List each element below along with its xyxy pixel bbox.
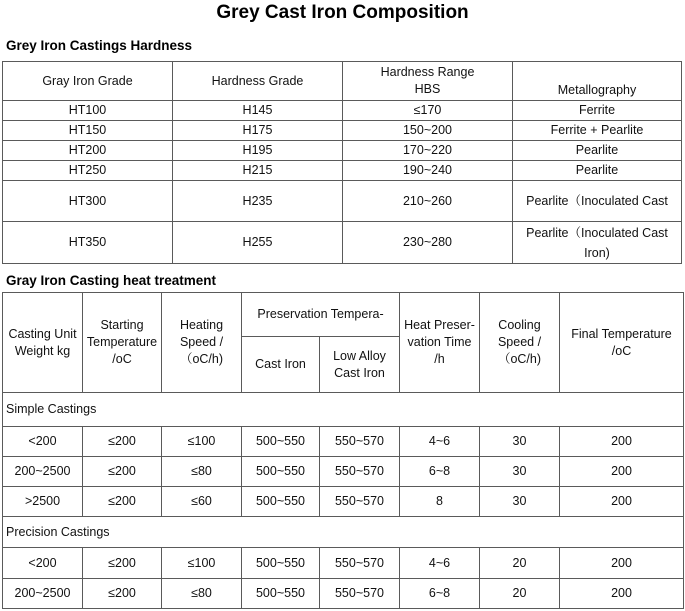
cell-starting-temp: ≤200: [83, 427, 162, 457]
cell-heat-time: 6~8: [400, 457, 480, 487]
group-row-simple-castings: [3, 393, 684, 427]
cell-grade: HT200: [3, 141, 173, 161]
cell-metallography: Pearlite: [513, 161, 682, 181]
table-row: [3, 457, 684, 487]
cell-weight: 200~2500: [3, 579, 83, 609]
header-low-alloy-cast-iron: Low Alloy Cast Iron: [320, 337, 400, 393]
table-row: [3, 121, 682, 141]
hardness-table: [2, 61, 682, 264]
hardness-section-title: Grey Iron Castings Hardness: [6, 38, 193, 53]
header-hardness-range-line2: HBS: [414, 82, 441, 96]
cell-hardness-grade: H145: [173, 101, 343, 121]
cell-metallography: Ferrite: [513, 101, 682, 121]
cell-weight: 200~2500: [3, 457, 83, 487]
table-row: [3, 101, 682, 121]
cell-low-alloy: 550~570: [320, 579, 400, 609]
cell-hardness-range: ≤170: [343, 101, 513, 121]
cell-hardness-range: 170~220: [343, 141, 513, 161]
cell-hardness-grade: H255: [173, 222, 343, 264]
table-row: [3, 579, 684, 609]
header-hardness-range-line1: Hardness Range: [380, 65, 475, 79]
header-hardness-grade: Hardness Grade: [173, 62, 343, 101]
cell-heating-speed: ≤80: [162, 579, 242, 609]
cell-low-alloy: 550~570: [320, 487, 400, 517]
header-final-temperature: Final Temperature /oC: [560, 293, 684, 393]
cell-hardness-grade: H215: [173, 161, 343, 181]
cell-hardness-range: 230~280: [343, 222, 513, 264]
cell-weight: <200: [3, 427, 83, 457]
cell-starting-temp: ≤200: [83, 487, 162, 517]
cell-cast-iron: 500~550: [242, 579, 320, 609]
header-casting-unit-weight: Casting Unit Weight kg: [3, 293, 83, 393]
cell-grade: HT300: [3, 181, 173, 222]
header-preservation-temperature: Preservation Tempera-: [242, 293, 400, 337]
cell-hardness-range: 150~200: [343, 121, 513, 141]
group-label: Precision Castings: [3, 517, 684, 548]
heat-treatment-table: [2, 292, 684, 609]
cell-cast-iron: 500~550: [242, 548, 320, 579]
table-row: [3, 161, 682, 181]
cell-grade: HT150: [3, 121, 173, 141]
cell-starting-temp: ≤200: [83, 579, 162, 609]
table-row: [3, 141, 682, 161]
cell-final-temp: 200: [560, 487, 684, 517]
header-heating-speed: Heating Speed /（oC/h): [162, 293, 242, 393]
cell-cooling-speed: 20: [480, 579, 560, 609]
cell-cast-iron: 500~550: [242, 427, 320, 457]
cell-final-temp: 200: [560, 457, 684, 487]
cell-cast-iron: 500~550: [242, 487, 320, 517]
cell-final-temp: 200: [560, 548, 684, 579]
cell-cooling-speed: 20: [480, 548, 560, 579]
header-starting-temperature: Starting Temperature /oC: [83, 293, 162, 393]
cell-metallography: Pearlite（Inoculated Cast Iron): [513, 222, 682, 264]
cell-final-temp: 200: [560, 579, 684, 609]
cell-heat-time: 4~6: [400, 548, 480, 579]
cell-metallography: Pearlite: [513, 141, 682, 161]
cell-weight: >2500: [3, 487, 83, 517]
cell-heat-time: 6~8: [400, 579, 480, 609]
cell-weight: <200: [3, 548, 83, 579]
cell-hardness-grade: H195: [173, 141, 343, 161]
cell-grade: HT350: [3, 222, 173, 264]
cell-grade: HT250: [3, 161, 173, 181]
header-metallography: Metallography: [513, 62, 682, 101]
table-row: [3, 548, 684, 579]
cell-heating-speed: ≤100: [162, 427, 242, 457]
cell-hardness-grade: H235: [173, 181, 343, 222]
cell-low-alloy: 550~570: [320, 457, 400, 487]
header-gray-iron-grade: Gray Iron Grade: [3, 62, 173, 101]
cell-final-temp: 200: [560, 427, 684, 457]
cell-cooling-speed: 30: [480, 487, 560, 517]
table-row: [3, 487, 684, 517]
header-heat-preservation-time: Heat Preser- vation Time /h: [400, 293, 480, 393]
cell-starting-temp: ≤200: [83, 548, 162, 579]
cell-heating-speed: ≤100: [162, 548, 242, 579]
cell-heating-speed: ≤80: [162, 457, 242, 487]
cell-starting-temp: ≤200: [83, 457, 162, 487]
group-label: Simple Castings: [3, 393, 684, 427]
cell-heat-time: 4~6: [400, 427, 480, 457]
table-row: [3, 427, 684, 457]
cell-hardness-grade: H175: [173, 121, 343, 141]
cell-metallography: Ferrite + Pearlite: [513, 121, 682, 141]
heat-section-title: Gray Iron Casting heat treatment: [6, 273, 217, 288]
cell-heat-time: 8: [400, 487, 480, 517]
heat-header-row-1: [3, 293, 684, 337]
page-title: Grey Cast Iron Composition: [216, 2, 469, 23]
header-cast-iron: Cast Iron: [242, 337, 320, 393]
cell-heating-speed: ≤60: [162, 487, 242, 517]
group-row-precision-castings: [3, 517, 684, 548]
cell-grade: HT100: [3, 101, 173, 121]
cell-hardness-range: 190~240: [343, 161, 513, 181]
header-hardness-range: [343, 62, 513, 101]
cell-hardness-range: 210~260: [343, 181, 513, 222]
cell-cooling-speed: 30: [480, 427, 560, 457]
cell-cooling-speed: 30: [480, 457, 560, 487]
cell-low-alloy: 550~570: [320, 548, 400, 579]
cell-cast-iron: 500~550: [242, 457, 320, 487]
table-row: [3, 222, 682, 264]
table-row: [3, 181, 682, 222]
cell-low-alloy: 550~570: [320, 427, 400, 457]
hardness-header-row: [3, 62, 682, 101]
cell-metallography: Pearlite（Inoculated Cast: [513, 181, 682, 222]
header-cooling-speed: Cooling Speed /（oC/h): [480, 293, 560, 393]
